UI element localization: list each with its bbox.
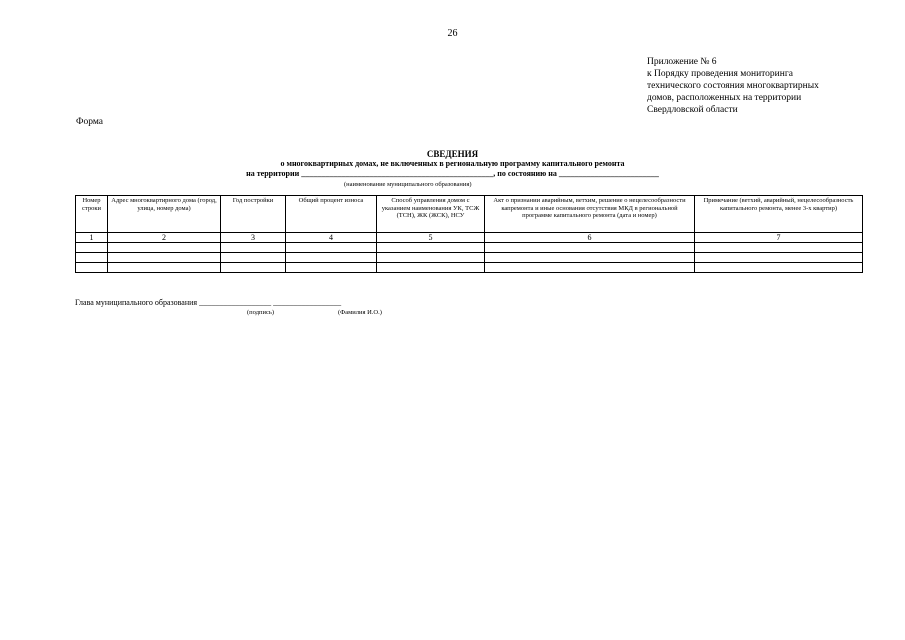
header-cell: Адрес многоквартирного дома (город, улица, номер дома) (108, 196, 221, 233)
title-block (0, 149, 905, 179)
info-table (75, 195, 863, 273)
table-cell (485, 263, 695, 273)
table-cell (377, 253, 485, 263)
document-title: СВЕДЕНИЯ (426, 149, 479, 159)
name-caption: (Фамилия И.О.) (338, 309, 382, 316)
table-cell (286, 243, 377, 253)
table-cell (76, 263, 108, 273)
table-cell (221, 263, 286, 273)
table-row (76, 263, 863, 273)
signature-line: Глава муниципального образования __________________ _________________ (75, 298, 342, 307)
table-cell (695, 263, 863, 273)
table-cell (221, 243, 286, 253)
header-cell: Способ управления домом с указанием наименования УК, ТСЖ (ТСН), ЖК (ЖСК), НСУ (377, 196, 485, 233)
header-cell: Акт о признании аварийным, ветхим, решение о нецелесообразности капремонта и иные основания отсутствия МКД в региональной программе капитального ремонта (дата и номер) (485, 196, 695, 233)
header-row (76, 196, 863, 233)
column-number: 5 (377, 233, 485, 243)
appendix-line: Приложение № 6 (647, 57, 717, 67)
table-cell (108, 263, 221, 273)
column-number: 1 (76, 233, 108, 243)
column-number-row (76, 233, 863, 243)
column-number: 4 (286, 233, 377, 243)
table-cell (108, 243, 221, 253)
territory-line: на территории ________________________________________________, по состоянию на _________________________ (246, 169, 659, 178)
table-row (76, 243, 863, 253)
appendix-line: к Порядку проведения мониторинга (647, 69, 793, 79)
appendix-block (647, 56, 877, 116)
territory-caption: (наименование муниципального образования) (344, 181, 472, 188)
table-cell (221, 253, 286, 263)
column-number: 3 (221, 233, 286, 243)
header-cell: Год постройки (221, 196, 286, 233)
table-cell (108, 253, 221, 263)
column-number: 6 (485, 233, 695, 243)
header-cell: Примечание (ветхий, аварийный, нецелесообразность капитального ремонта, менее 3-х квартир) (695, 196, 863, 233)
table-cell (695, 243, 863, 253)
table-row (76, 253, 863, 263)
table-cell (76, 243, 108, 253)
page-number: 26 (447, 28, 458, 39)
table-cell (377, 263, 485, 273)
table-cell (286, 263, 377, 273)
column-number: 2 (108, 233, 221, 243)
table-cell (377, 243, 485, 253)
form-label: Форма (76, 117, 104, 127)
column-number: 7 (695, 233, 863, 243)
table-cell (485, 253, 695, 263)
table-cell (695, 253, 863, 263)
appendix-line: Свердловской области (647, 105, 738, 115)
header-cell: Общий процент износа (286, 196, 377, 233)
signature-caption: (подпись) (247, 309, 274, 316)
appendix-line: технического состояния многоквартирных (647, 81, 819, 91)
appendix-line: домов, расположенных на территории (647, 93, 802, 103)
table-cell (485, 243, 695, 253)
table-cell (76, 253, 108, 263)
document-subtitle: о многоквартирных домах, не включенных в региональную программу капитального ремонта (280, 159, 625, 168)
header-cell: Номер строки (76, 196, 108, 233)
table-cell (286, 253, 377, 263)
